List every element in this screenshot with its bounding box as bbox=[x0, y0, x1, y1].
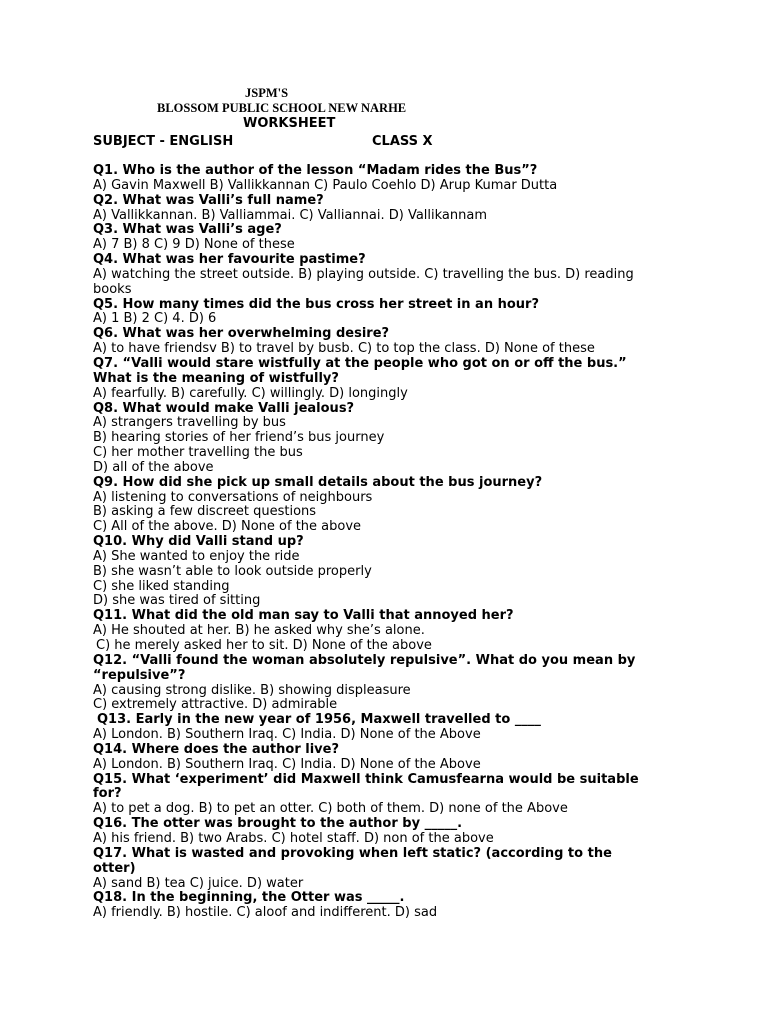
question-line: Q18. In the beginning, the Otter was _____. bbox=[93, 890, 405, 906]
option-line: C) she liked standing bbox=[93, 578, 230, 594]
option-line: A) to have friendsv B) to travel by busb. C) to top the class. D) None of these bbox=[93, 341, 595, 357]
question-line: Q10. Why did Valli stand up? bbox=[93, 534, 304, 550]
option-line: A) causing strong dislike. B) showing displeasure bbox=[93, 682, 411, 698]
question-line: Q17. What is wasted and provoking when left static? (according to the bbox=[93, 845, 612, 861]
question-line: Q13. Early in the new year of 1956, Maxwell travelled to ____ bbox=[97, 712, 541, 728]
option-line: B) asking a few discreet questions bbox=[93, 504, 317, 520]
option-line: C) her mother travelling the bus bbox=[93, 445, 303, 461]
question-line: What is the meaning of wistfully? bbox=[93, 370, 339, 386]
option-line: A) 7 B) 8 C) 9 D) None of these bbox=[93, 237, 295, 253]
option-line: A) fearfully. B) carefully. C) willingly. D) longingly bbox=[93, 385, 408, 401]
question-line: Q15. What ‘experiment’ did Maxwell think Camusfearna would be suitable bbox=[93, 771, 639, 787]
option-line: C) he merely asked her to sit. D) None of the above bbox=[96, 638, 432, 653]
question-line: Q7. “Valli would stare wistfully at the people who got on or off the bus.” bbox=[93, 355, 627, 371]
option-line: D) all of the above bbox=[93, 459, 214, 475]
option-line: B) hearing stories of her friend’s bus journey bbox=[93, 430, 385, 446]
option-line: A) London. B) Southern Iraq. C) India. D) None of the Above bbox=[93, 727, 481, 743]
question-line: Q9. How did she pick up small details about the bus journey? bbox=[93, 474, 543, 490]
option-line: A) He shouted at her. B) he asked why she’s alone. bbox=[93, 623, 425, 639]
question-line: Q8. What would make Valli jealous? bbox=[93, 400, 355, 416]
option-line: A) his friend. B) two Arabs. C) hotel staff. D) non of the above bbox=[93, 830, 494, 846]
option-line: B) she wasn’t able to look outside properly bbox=[93, 563, 372, 579]
option-line: A) She wanted to enjoy the ride bbox=[93, 548, 300, 564]
question-list bbox=[93, 164, 673, 921]
question-line: Q5. How many times did the bus cross her street in an hour? bbox=[93, 296, 539, 312]
worksheet-title: WORKSHEET bbox=[243, 116, 336, 131]
option-line: C) All of the above. D) None of the above bbox=[93, 519, 362, 535]
option-line: A) London. B) Southern Iraq. C) India. D) None of the Above bbox=[93, 756, 481, 772]
option-line: A) Vallikkannan. B) Valliammai. C) Valliannai. D) Vallikannam bbox=[93, 207, 487, 223]
question-line: otter) bbox=[93, 860, 136, 876]
question-line: Q16. The otter was brought to the author by _____. bbox=[93, 816, 463, 832]
option-line: A) to pet a dog. B) to pet an otter. C) both of them. D) none of the Above bbox=[93, 801, 568, 817]
option-line: A) sand B) tea C) juice. D) water bbox=[93, 875, 304, 891]
subject-label: SUBJECT - ENGLISH bbox=[93, 134, 234, 149]
question-line: Q14. Where does the author live? bbox=[93, 741, 340, 757]
question-line: Q2. What was Valli’s full name? bbox=[93, 192, 324, 208]
question-line: Q6. What was her overwhelming desire? bbox=[93, 326, 390, 342]
option-line: A) 1 B) 2 C) 4. D) 6 bbox=[93, 311, 217, 327]
question-line: for? bbox=[93, 786, 122, 802]
school-name: BLOSSOM PUBLIC SCHOOL NEW NARHE bbox=[157, 101, 407, 115]
subject-class-row bbox=[93, 134, 673, 150]
question-line: Q12. “Valli found the woman absolutely repulsive”. What do you mean by bbox=[93, 652, 636, 668]
option-line: D) she was tired of sitting bbox=[93, 593, 261, 609]
option-line: A) Gavin Maxwell B) Vallikkannan C) Paulo Coehlo D) Arup Kumar Dutta bbox=[93, 177, 558, 193]
option-line: A) friendly. B) hostile. C) aloof and indifferent. D) sad bbox=[93, 905, 438, 921]
class-label: CLASS X bbox=[372, 134, 433, 149]
question-line: “repulsive”? bbox=[93, 667, 186, 683]
question-line: Q11. What did the old man say to Valli that annoyed her? bbox=[93, 608, 514, 624]
question-line: Q4. What was her favourite pastime? bbox=[93, 252, 366, 268]
option-line: A) watching the street outside. B) playing outside. C) travelling the bus. D) reading bbox=[93, 266, 634, 282]
question-line: Q1. Who is the author of the lesson “Madam rides the Bus”? bbox=[93, 163, 538, 178]
option-line: A) strangers travelling by bus bbox=[93, 415, 286, 431]
option-line: C) extremely attractive. D) admirable bbox=[93, 697, 338, 713]
worksheet-page bbox=[93, 86, 673, 921]
question-line: Q3. What was Valli’s age? bbox=[93, 222, 282, 238]
option-line: books bbox=[93, 281, 132, 297]
org-name: JSPM'S bbox=[245, 86, 289, 100]
option-line: A) listening to conversations of neighbours bbox=[93, 489, 373, 505]
